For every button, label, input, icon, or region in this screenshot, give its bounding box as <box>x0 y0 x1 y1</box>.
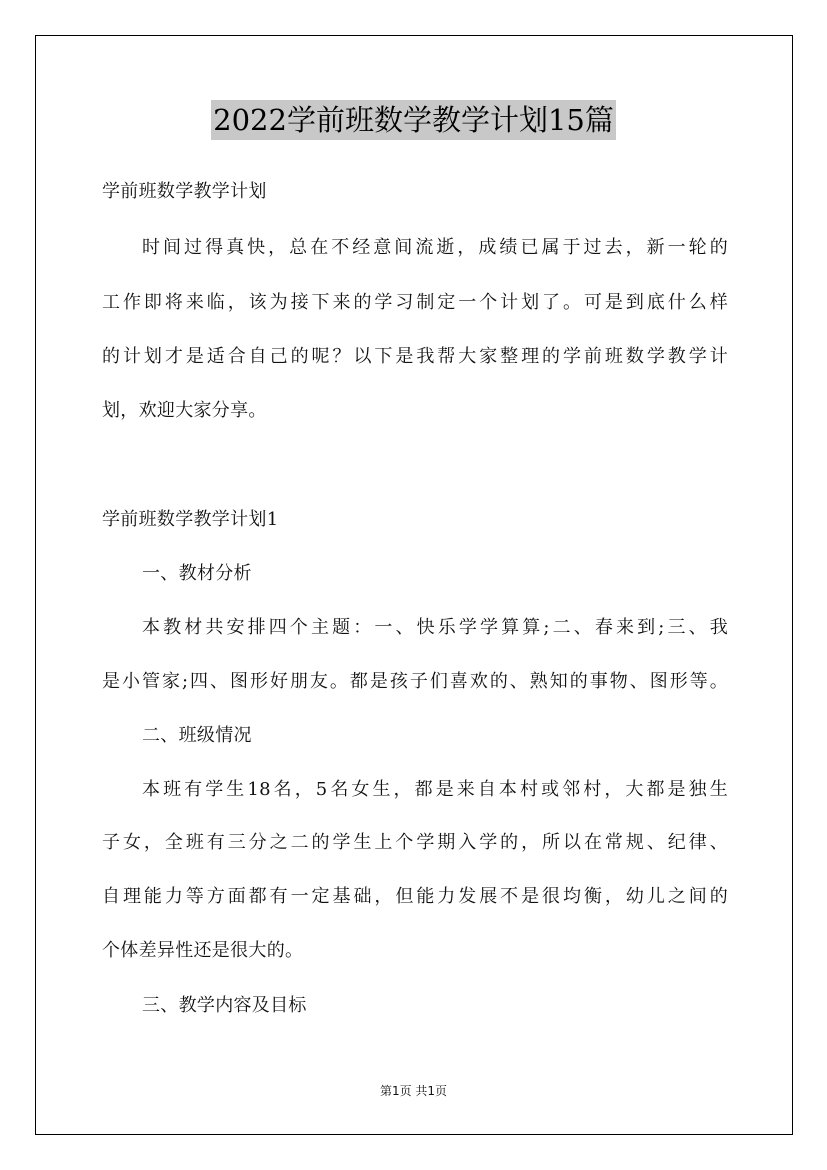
paragraph-line: 是小管家;四、图形好朋友。都是孩子们喜欢的、熟知的事物、图形等。 <box>102 671 728 692</box>
paragraph-line: 自理能力等方面都有一定基础，但能力发展不是很均衡，幼儿之间的 <box>102 886 728 907</box>
paragraph-line: 工作即将来临，该为接下来的学习制定一个计划了。可是到底什么样 <box>102 292 728 313</box>
paragraph-line: 子女，全班有三分之二的学生上个学期入学的，所以在常规、纪律、 <box>102 832 728 853</box>
paragraph-line: 划，欢迎大家分享。 <box>102 400 267 421</box>
paragraph-line: 时间过得真快，总在不经意间流逝，成绩已属于过去，新一轮的 <box>142 237 728 258</box>
section-heading: 二、班级情况 <box>142 725 252 746</box>
intro-heading: 学前班数学教学计划 <box>102 181 267 202</box>
document-title: 2022学前班数学教学计划15篇 <box>211 100 616 140</box>
title-container <box>0 100 827 140</box>
section-heading: 三、教学内容及目标 <box>142 995 307 1016</box>
section-heading: 一、教材分析 <box>142 563 252 584</box>
paragraph-line: 本班有学生18名，5名女生，都是来自本村或邻村，大都是独生 <box>142 779 728 800</box>
paragraph-line: 个体差异性还是很大的。 <box>102 940 304 961</box>
page-footer: 第1页 共1页 <box>379 1084 448 1098</box>
paragraph-line: 本教材共安排四个主题：一、快乐学学算算;二、春来到;三、我 <box>142 617 728 638</box>
paragraph-line: 的计划才是适合自己的呢？以下是我帮大家整理的学前班数学教学计 <box>102 346 728 367</box>
plan1-heading: 学前班数学教学计划1 <box>102 509 279 530</box>
